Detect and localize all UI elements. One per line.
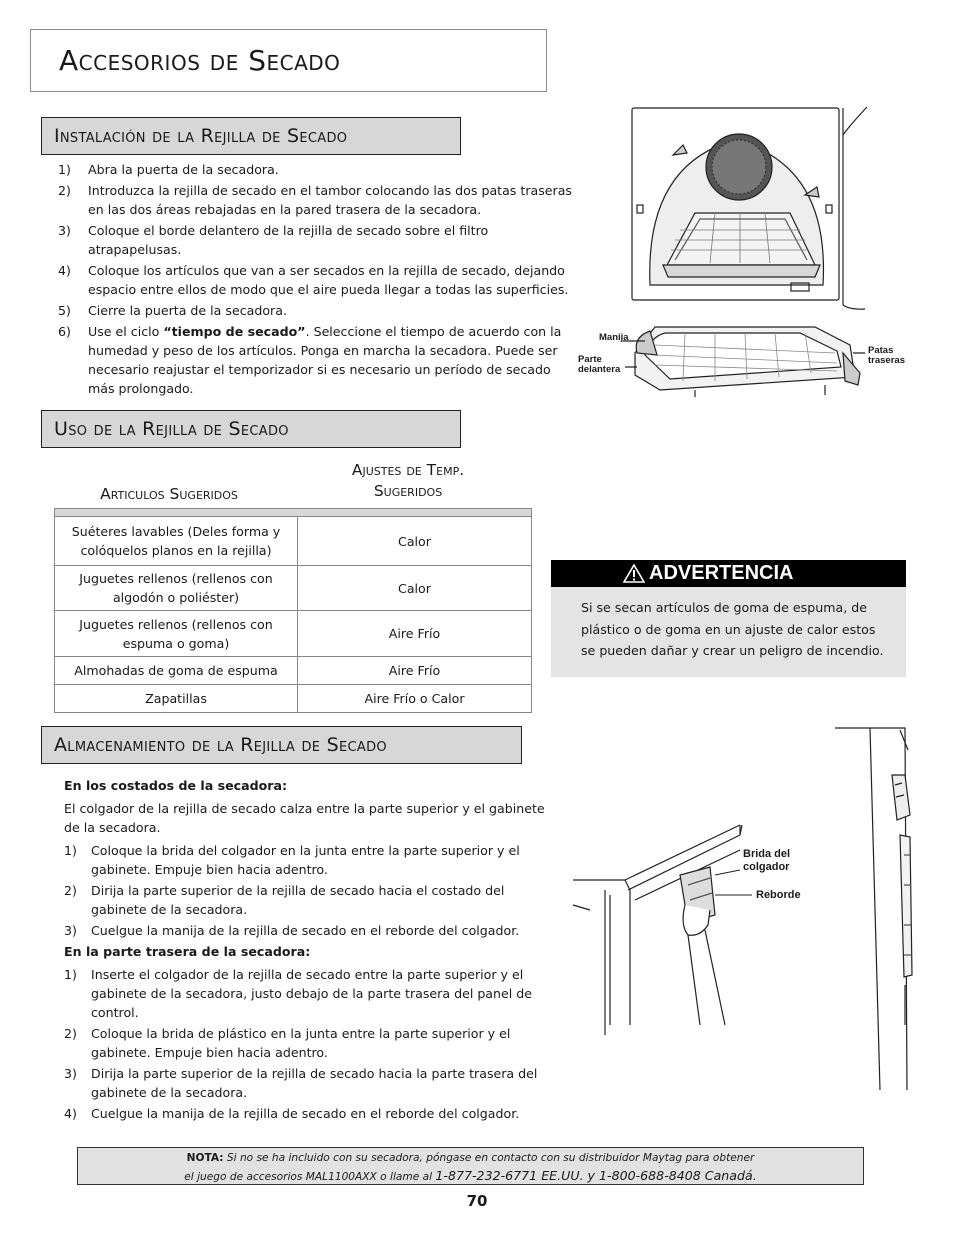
label-flange: Brida del colgador — [743, 848, 791, 873]
sides-step: 3) Cuelgue la manija de la rejilla de secado en el reborde del colgador. — [64, 923, 520, 938]
table-row: Zapatillas Aire Frío o Calor — [55, 685, 532, 713]
suggestions-table — [54, 516, 532, 713]
col-temp-header: Ajustes de Temp. Sugeridos — [351, 461, 465, 500]
label-lip: Reborde — [756, 889, 801, 901]
uso-heading-box — [41, 410, 461, 448]
col-items-header: Articulos Sugeridos — [100, 485, 238, 503]
table-row: Juguetes rellenos (rellenos con algodón o poliéster) Calor — [55, 566, 532, 611]
install-step: 4) Coloque los artículos que van a ser secados en la rejilla de secado, dejando espacio entre ellos de modo que el aire pueda llegar a todas las superficies. — [58, 263, 569, 297]
label-front: Parte delantera — [578, 354, 621, 375]
back-steps — [64, 965, 554, 1123]
back-step: 3) Dirija la parte superior de la rejilla de secado hacia la parte trasera del gabinete de la secadora. — [64, 1066, 538, 1100]
note-box: NOTA: Si no se ha incluido con su secadora, póngase en contacto con su distribuidor Maytag para obtener el juego de accesorios MAL1100AXX o llame al 1-877-232-6771 EE.UU. y 1-800-688-8408 Canadá. — [77, 1147, 864, 1185]
back-title: En la parte trasera de la secadora: — [64, 944, 311, 959]
install-step: 3) Coloque el borde delantero de la rejilla de secado sobre el filtro atrapapelusas. — [58, 223, 489, 257]
warning-title: ADVERTENCIA — [649, 562, 794, 584]
warning-triangle-icon — [623, 564, 645, 583]
page-title: Accesorios de Secado — [59, 44, 341, 77]
page-number: 70 — [466, 1192, 488, 1210]
table-row: Suéteres lavables (Deles forma y colóquelos planos en la rejilla) Calor — [55, 517, 532, 566]
sides-step: 2) Dirija la parte superior de la rejilla de secado hacia el costado del gabinete de la secadora. — [64, 883, 505, 917]
install-steps — [58, 160, 573, 400]
page-title-box — [30, 29, 547, 92]
table-row: Almohadas de goma de espuma Aire Frío — [55, 657, 532, 685]
back-step: 1) Inserte el colgador de la rejilla de secado entre la parte superior y el gabinete de la secadora, justo debajo de la parte trasera del panel de control. — [64, 967, 533, 1020]
back-step: 2) Coloque la brida de plástico en la junta entre la parte superior y el gabinete. Empuje bien hacia adentro. — [64, 1026, 511, 1060]
sides-title: En los costados de la secadora: — [64, 778, 288, 793]
install-step: 2) Introduzca la rejilla de secado en el tambor colocando las dos patas traseras en las dos áreas rebajadas en la pared trasera de la secadora. — [58, 183, 572, 217]
warning-text: Si se secan artículos de goma de espuma, de plástico o de goma en un ajuste de calor estos se pueden dañar y crear un peligro de incendio. — [581, 600, 884, 658]
uso-heading: Uso de la Rejilla de Secado — [54, 418, 289, 440]
install-step: 5) Cierre la puerta de la secadora. — [58, 303, 287, 318]
storage-content — [64, 776, 554, 1125]
back-step: 4) Cuelgue la manija de la rejilla de secado en el reborde del colgador. — [64, 1106, 520, 1121]
install-heading: Instalación de la Rejilla de Secado — [54, 125, 348, 147]
storage-heading: Almacenamiento de la Rejilla de Secado — [54, 734, 387, 756]
install-heading-box — [41, 117, 461, 155]
label-legs: Patas traseras — [868, 345, 905, 366]
warning-header — [551, 560, 906, 587]
install-step: 6) Use el ciclo “tiempo de secado”. Seleccione el tiempo de acuerdo con la humedad y peso de los artículos. Ponga en marcha la secadora. Puede ser necesario reajustar el temporizador si es necesario un período de secado más prolongado. — [58, 324, 562, 396]
sides-intro: El colgador de la rejilla de secado calza entre la parte superior y el gabinete de la secadora. — [64, 801, 545, 835]
warning-body — [551, 587, 906, 677]
hanger-diagram — [570, 725, 940, 1095]
install-step: 1) Abra la puerta de la secadora. — [58, 162, 279, 177]
note-label: NOTA: — [186, 1152, 224, 1164]
sides-steps — [64, 841, 554, 940]
table-row: Juguetes rellenos (rellenos con espuma o goma) Aire Frío — [55, 611, 532, 657]
storage-heading-box — [41, 726, 522, 764]
sides-step: 1) Coloque la brida del colgador en la junta entre la parte superior y el gabinete. Empuje bien hacia adentro. — [64, 843, 520, 877]
label-handle: Manija — [599, 332, 629, 343]
